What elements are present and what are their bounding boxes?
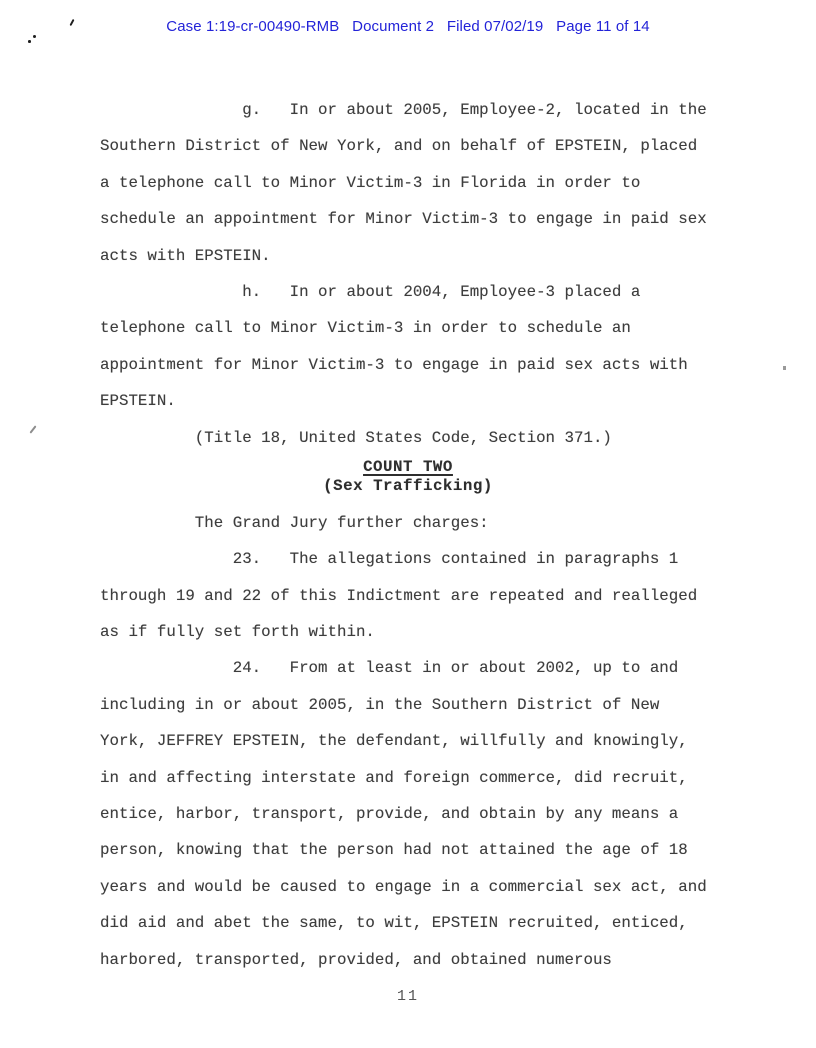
text-line: including in or about 2005, in the Southern District of New	[100, 695, 660, 714]
text-line: 24. From at least in or about 2002, up to and	[100, 659, 679, 678]
text-line: years and would be caused to engage in a commercial sex act, and	[100, 877, 707, 896]
document-body	[100, 92, 716, 978]
text-line: telephone call to Minor Victim-3 in order to schedule an	[100, 319, 631, 338]
text-line: through 19 and 22 of this Indictment are repeated and realleged	[100, 586, 698, 605]
text-line: as if fully set forth within.	[100, 623, 375, 642]
text-line: h. In or about 2004, Employee-3 placed a	[100, 282, 641, 301]
paragraph-h	[100, 274, 716, 420]
count-two-title: COUNT TWO	[363, 457, 453, 476]
text-line: schedule an appointment for Minor Victim-3 to engage in paid sex	[100, 210, 707, 229]
count-two-title-row	[100, 458, 716, 478]
text-line: harbored, transported, provided, and obtained numerous	[100, 950, 612, 969]
ink-mark	[783, 366, 786, 370]
text-line: a telephone call to Minor Victim-3 in Florida in order to	[100, 173, 641, 192]
paragraph-23	[100, 541, 716, 650]
text-line: York, JEFFREY EPSTEIN, the defendant, willfully and knowingly,	[100, 732, 688, 751]
text-line: Southern District of New York, and on behalf of EPSTEIN, placed	[100, 137, 698, 156]
paragraph-g	[100, 92, 716, 274]
count-two-heading	[100, 458, 716, 497]
text-line: entice, harbor, transport, provide, and obtain by any means a	[100, 805, 679, 824]
ink-mark	[29, 425, 36, 433]
text-line: in and affecting interstate and foreign commerce, did recruit,	[100, 768, 688, 787]
text-line: person, knowing that the person had not attained the age of 18	[100, 841, 688, 860]
case-stamp-header: Case 1:19-cr-00490-RMB Document 2 Filed 07/02/19 Page 11 of 14	[166, 18, 650, 35]
text-line: did aid and abet the same, to wit, EPSTEIN recruited, enticed,	[100, 914, 688, 933]
text-line: g. In or about 2005, Employee-2, located in the	[100, 101, 707, 119]
text-line: EPSTEIN.	[100, 392, 176, 411]
ink-mark	[28, 40, 31, 43]
text-line: acts with EPSTEIN.	[100, 246, 271, 265]
paragraph-24	[100, 650, 716, 978]
text-line: 23. The allegations contained in paragraphs 1	[100, 550, 679, 569]
ink-mark	[33, 35, 36, 38]
count-two-subtitle: (Sex Trafficking)	[323, 477, 493, 496]
text-line: appointment for Minor Victim-3 to engage in paid sex acts with	[100, 355, 688, 374]
statute-citation: (Title 18, United States Code, Section 371.)	[100, 428, 612, 447]
page-number: 11	[396, 988, 419, 1005]
grand-jury-charges-line: The Grand Jury further charges:	[100, 513, 489, 532]
